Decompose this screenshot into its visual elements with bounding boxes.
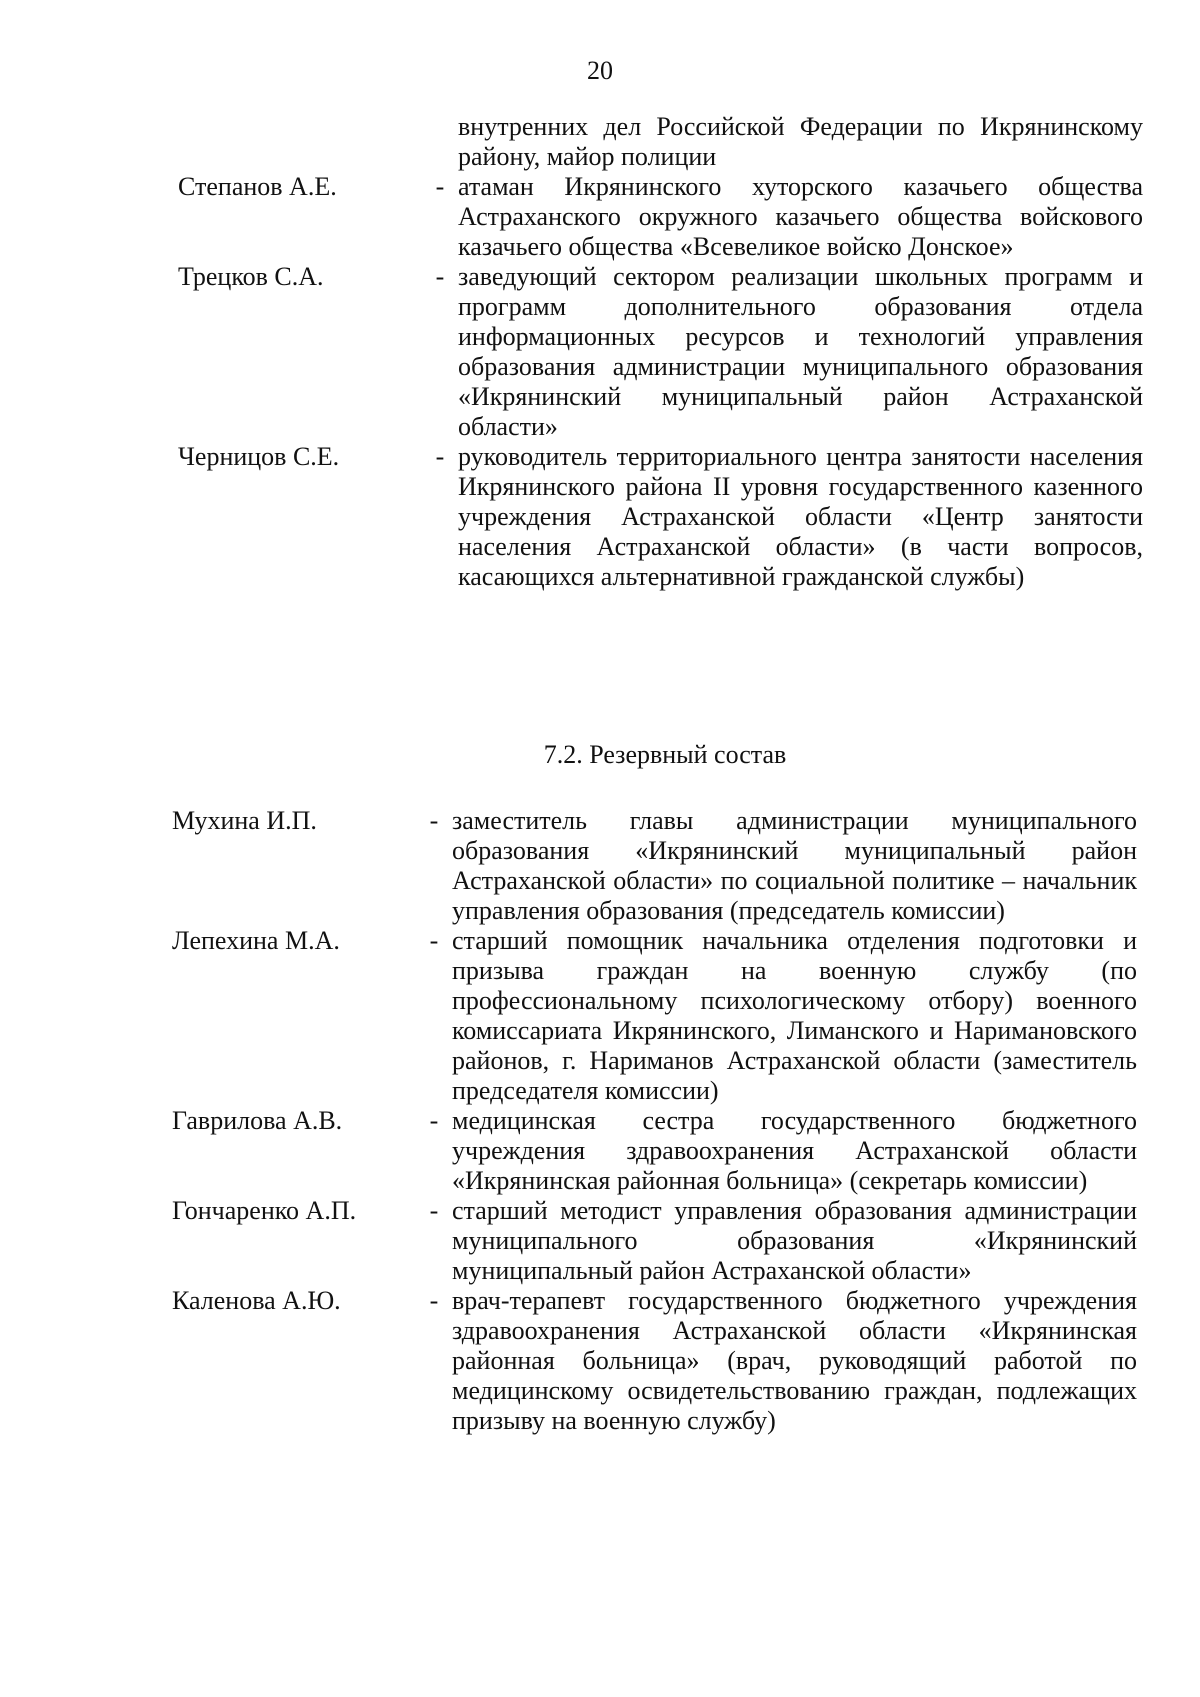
member-name: Лепехина М.А. [172,926,340,955]
member-row [0,806,1200,926]
member-description: руководитель территориального центра занятости населения Икрянинского района II уровня государственного казенного учреждения Астраханской области «Центр занятости населения Астраханской области» (в части вопросов, касающихся альтернативной гражданской службы) [458,442,1143,591]
member-dash: - [435,262,445,291]
member-description: старший методист управления образования администрации муниципального образования «Икрянинский муниципальный район Астраханской области» [452,1196,1137,1285]
member-name: Гончаренко А.П. [172,1196,357,1225]
member-row [0,172,1200,262]
member-row [0,1286,1200,1436]
member-row [0,112,1200,172]
member-description: внутренних дел Российской Федерации по Икрянинскому району, майор полиции [458,112,1143,171]
member-name: Степанов А.Е. [178,172,337,201]
member-row [0,262,1200,442]
page-number: 20 [587,56,613,85]
member-dash: - [429,806,439,835]
member-row [0,1106,1200,1196]
member-description: заместитель главы администрации муниципального образования «Икрянинский муниципальный район Астраханской области» по социальной политике – начальник управления образования (председатель комиссии) [452,806,1137,925]
member-row [0,1196,1200,1286]
member-dash: - [429,1196,439,1225]
member-name: Черницов С.Е. [178,442,340,471]
member-dash: - [429,926,439,955]
member-dash: - [435,172,445,201]
member-description: старший помощник начальника отделения подготовки и призыва граждан на военную службу (по профессиональному психологическому отбору) военного комиссариата Икрянинского, Лиманского и Наримановского районов, г. Нариманов Астраханской области (заместитель председателя комиссии) [452,926,1137,1105]
member-name: Трецков С.А. [178,262,324,291]
member-description: заведующий сектором реализации школьных программ и программ дополнительного образования отдела информационных ресурсов и технологий управления образования администрации муниципального образования «Икрянинский муниципальный район Астраханской области» [458,262,1143,441]
member-description: врач-терапевт государственного бюджетного учреждения здравоохранения Астраханской области «Икрянинская районная больница» (врач, руководящий работой по медицинскому освидетельствованию граждан, подлежащих призыву на военную службу) [452,1286,1137,1435]
member-dash: - [429,1286,439,1315]
reserve-members-list [0,806,1200,1436]
member-dash: - [429,1106,439,1135]
member-dash: - [435,442,445,471]
member-row [0,442,1200,592]
main-members-list [0,112,1200,592]
member-description: медицинская сестра государственного бюджетного учреждения здравоохранения Астраханской области «Икрянинская районная больница» (секретарь комиссии) [452,1106,1137,1195]
member-row [0,926,1200,1106]
member-name: Каленова А.Ю. [172,1286,341,1315]
reserve-section-title: 7.2. Резервный состав [543,740,787,769]
member-name: Гаврилова А.В. [172,1106,343,1135]
member-name: Мухина И.П. [172,806,317,835]
member-description: атаман Икрянинского хуторского казачьего общества Астраханского окружного казачьего общества войскового казачьего общества «Всевеликое войско Донское» [458,172,1143,261]
